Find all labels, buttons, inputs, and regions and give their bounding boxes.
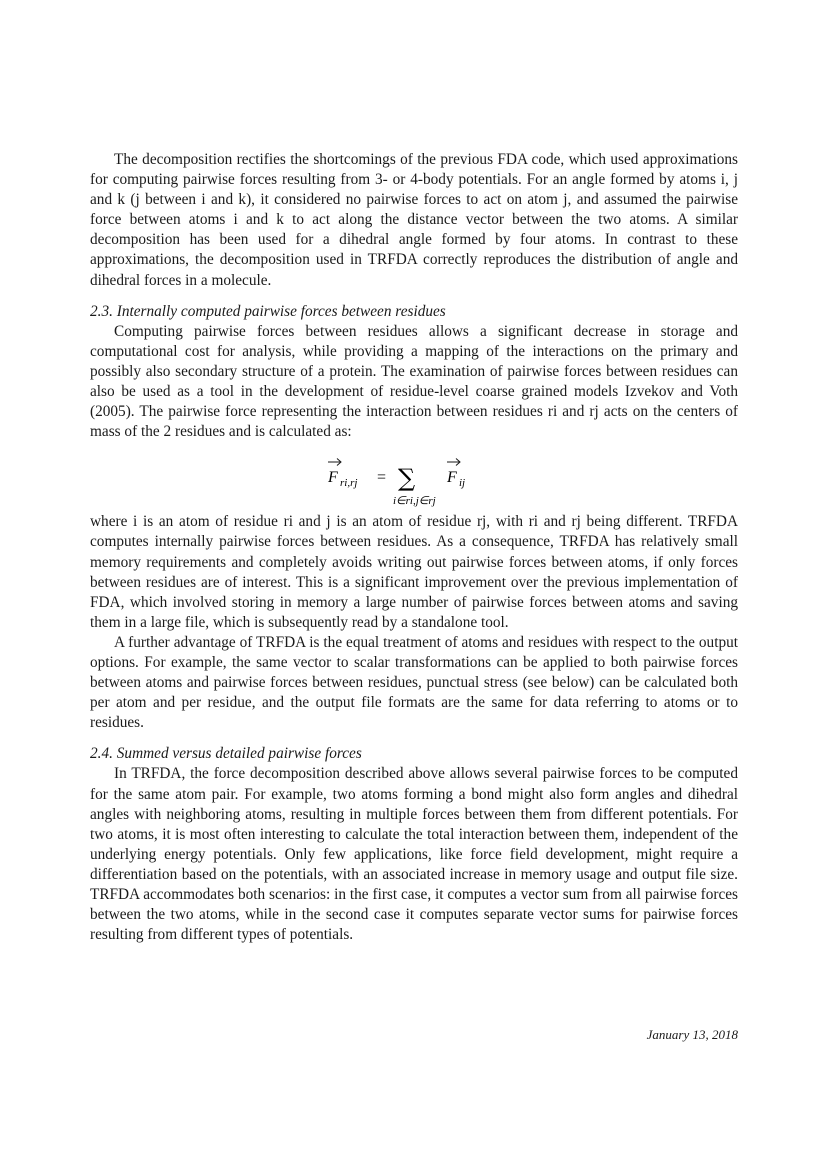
lhs-subscript: ri,rj <box>340 477 358 490</box>
paragraph-decomposition: The decomposition rectifies the shortcomings of the previous FDA code, which used approximations for computing pairwise forces resulting from 3- or 4-body potentials. For an angle formed by atoms i, j and k (j between i and k), it considered no pairwise forces to act on atom j, and assumed the pairwise force between atoms i and k to act along the distance vector between the two atoms. A similar decomposition has been used for a dihedral angle formed by four atoms. In contrast to these approximations, the decomposition used in TRFDA correctly reproduces the distribution of angle and dihedral forces in a molecule. <box>90 151 738 289</box>
rhs-symbol: F <box>447 469 457 487</box>
lhs-symbol: F <box>328 469 338 487</box>
equation-svg <box>90 442 738 512</box>
lhs-vector-arrow <box>328 459 341 466</box>
page-body <box>90 150 738 945</box>
paragraph-residue-forces: Computing pairwise forces between residues allows a significant decrease in storage and computational cost for analysis, while providing a mapping of the interactions on the primary and possibly also secondary structure of a protein. The examination of pairwise forces between residues can also be used as a tool in the development of residue-level coarse grained models Izvekov and Voth (2005). The pairwise force representing the interaction between residues ri and rj acts on the centers of mass of the 2 residues and is calculated as: <box>90 322 738 441</box>
footer-date: January 13, 2018 <box>646 1027 738 1042</box>
section-heading-2-4: 2.4. Summed versus detailed pairwise forces <box>90 745 362 763</box>
equals-sign: = <box>377 469 387 487</box>
sum-subscript: i∈ri,j∈rj <box>393 495 436 508</box>
equation-residue-force <box>90 442 738 512</box>
paragraph-summed-detailed: In TRFDA, the force decomposition described above allows several pairwise forces to be computed for the same atom pair. For example, two atoms forming a bond might also form angles and dihedral angles with neighboring atoms, resulting in multiple forces between them from different potentials. For two atoms, it is most often interesting to calculate the total interaction between them, independent of the underlying energy potentials. Only few applications, like force field development, might require a differentiation based on the potentials, with an associated increase in memory usage and output file size. TRFDA accommodates both scenarios: in the first case, it computes a vector sum from all pairwise forces between the two atoms, while in the second case it computes separate vector sums for pairwise forces resulting from different types of potentials. <box>90 765 738 944</box>
rhs-vector-arrow <box>447 459 460 466</box>
sum-symbol: ∑ <box>398 464 416 493</box>
paragraph-residue-definition: where i is an atom of residue ri and j is an atom of residue rj, with ri and rj being different. TRFDA computes internally pairwise forces between residues. As a consequence, TRFDA has relatively small memory requirements and completely avoids writing out pairwise forces between atoms, if only forces between residues are of interest. This is a significant improvement over the previous implementation of FDA, which involved storing in memory a large number of pairwise forces between atoms and saving them in a large file, which is subsequently read by a standalone tool. <box>90 513 738 631</box>
section-heading-2-3: 2.3. Internally computed pairwise forces between residues <box>90 302 446 320</box>
paragraph-equal-treatment: A further advantage of TRFDA is the equal treatment of atoms and residues with respect to the output options. For example, the same vector to scalar transformations can be applied to both pairwise forces between atoms and pairwise forces between residues, punctual stress (see below) can be calculated both per atom and per residue, and the output file formats are the same for data referring to atoms or to residues. <box>90 633 738 732</box>
rhs-subscript: ij <box>459 477 466 490</box>
